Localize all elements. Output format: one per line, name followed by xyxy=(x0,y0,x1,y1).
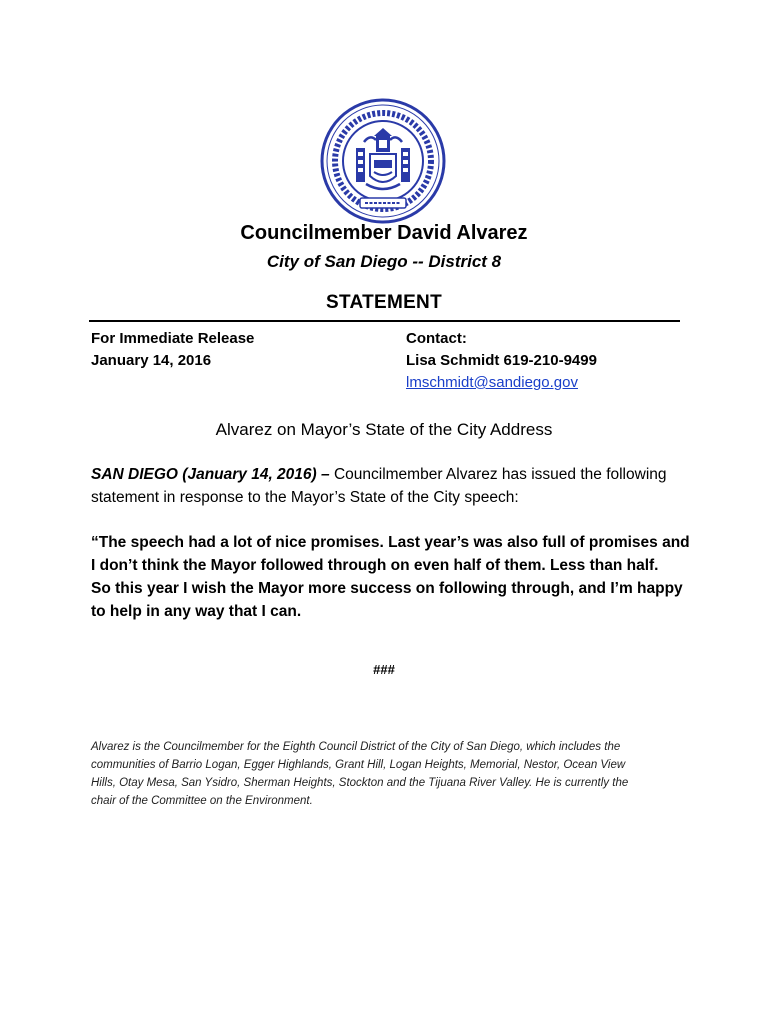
contact-label: Contact: xyxy=(406,330,467,347)
quote-line: to help in any way that I can. xyxy=(91,603,302,620)
councilmember-name: Councilmember David Alvarez xyxy=(240,222,528,244)
dateline: SAN DIEGO (January 14, 2016) – xyxy=(91,466,330,483)
contact-block xyxy=(406,328,597,394)
district-subtitle: City of San Diego -- District 8 xyxy=(266,252,502,271)
bio-line: Alvarez is the Councilmember for the Eighth Council District of the City of San Diego, which includes the xyxy=(91,741,621,753)
contact-email-link[interactable]: lmschmidt@sandiego.gov xyxy=(406,374,578,391)
lead-line-2: statement in response to the Mayor’s State of the City speech: xyxy=(91,489,519,506)
document-type: STATEMENT xyxy=(326,292,442,313)
headline: Alvarez on Mayor’s State of the City Address xyxy=(215,420,553,439)
release-date: January 14, 2016 xyxy=(91,352,212,369)
bio-paragraph xyxy=(91,738,628,810)
lead-paragraph xyxy=(91,463,691,509)
release-block xyxy=(91,328,254,372)
lead-line-1: Councilmember Alvarez has issued the following xyxy=(329,466,667,483)
quote-paragraph xyxy=(91,531,691,623)
quote-line: “The speech had a lot of nice promises. Last year’s was also full of promises and xyxy=(91,534,690,551)
quote-line: So this year I wish the Mayor more success on following through, and I’m happy xyxy=(91,580,683,597)
bio-line: communities of Barrio Logan, Egger Highlands, Grant Hill, Logan Heights, Memorial, Nestor, Ocean View xyxy=(91,759,626,771)
city-seal-icon xyxy=(320,98,446,224)
end-mark: ### xyxy=(373,662,395,677)
bio-line: chair of the Committee on the Environment. xyxy=(91,795,313,807)
contact-person: Lisa Schmidt 619-210-9499 xyxy=(406,352,597,369)
bio-line: Hills, Otay Mesa, San Ysidro, Sherman Heights, Stockton and the Tijuana River Valley. He is currently the xyxy=(91,777,629,789)
quote-line: I don’t think the Mayor followed through on even half of them. Less than half. xyxy=(91,557,659,574)
header-divider xyxy=(89,320,680,322)
release-label: For Immediate Release xyxy=(91,330,255,347)
